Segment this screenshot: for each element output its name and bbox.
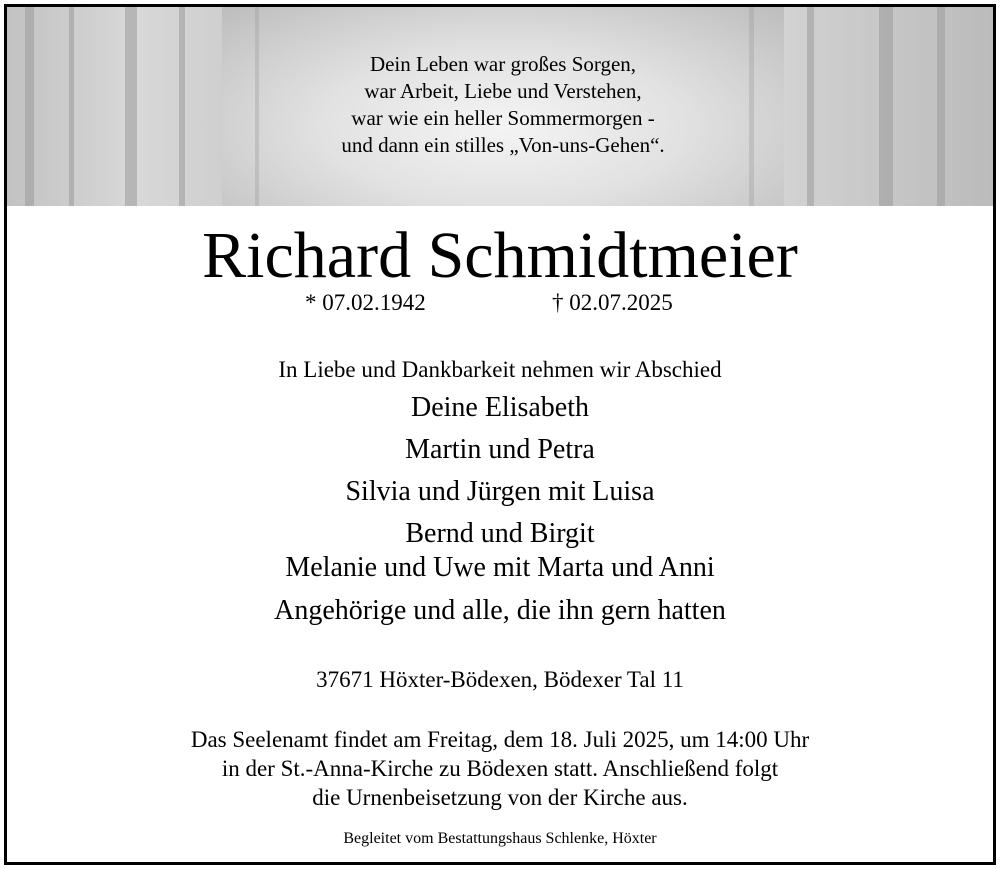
funeral-home-credit: Begleitet vom Bestattungshaus Schlenke, Höxter	[343, 830, 657, 847]
poem-line: Dein Leben war großes Sorgen,	[369, 52, 637, 76]
forest-photo-left	[7, 7, 222, 206]
tree-trunk	[69, 7, 74, 206]
birth-date: * 07.02.1942	[305, 290, 426, 315]
mourner-line: Deine Elisabeth	[410, 392, 590, 423]
poem-line: war wie ein heller Sommermorgen -	[351, 106, 655, 130]
obituary-notice	[4, 4, 996, 865]
service-line: in der St.-Anna-Kirche zu Bödexen statt. Anschließend folgt	[221, 756, 779, 781]
poem-line: war Arbeit, Liebe und Verstehen,	[364, 79, 642, 103]
poem	[222, 51, 784, 159]
service-line: Das Seelenamt findet am Freitag, dem 18. Juli 2025, um 14:00 Uhr	[190, 727, 810, 752]
mourner-line: Silvia und Jürgen mit Luisa	[345, 476, 655, 507]
mourner-line: Melanie und Uwe mit Marta und Anni	[285, 552, 715, 583]
mourner-line: Martin und Petra	[405, 434, 595, 465]
tree-trunk	[807, 7, 814, 206]
family-address: 37671 Höxter-Bödexen, Bödexer Tal 11	[316, 667, 684, 692]
tree-trunk	[937, 7, 945, 206]
tree-trunk	[125, 7, 137, 206]
tree-trunk	[879, 7, 893, 206]
deceased-name: Richard Schmidtmeier	[202, 219, 798, 292]
service-line: die Urnenbeisetzung von der Kirche aus.	[312, 785, 688, 810]
tree-trunk	[179, 7, 185, 206]
tree-trunk	[25, 7, 34, 206]
farewell-intro: In Liebe und Dankbarkeit nehmen wir Abschied	[278, 357, 722, 382]
death-date: † 02.07.2025	[552, 290, 673, 315]
poem-line: und dann ein stilles „Von-uns-Gehen“.	[341, 133, 665, 157]
forest-photo	[7, 7, 993, 206]
mourner-line: Angehörige und alle, die ihn gern hatten	[274, 595, 726, 626]
mourner-line: Bernd und Birgit	[405, 518, 595, 549]
